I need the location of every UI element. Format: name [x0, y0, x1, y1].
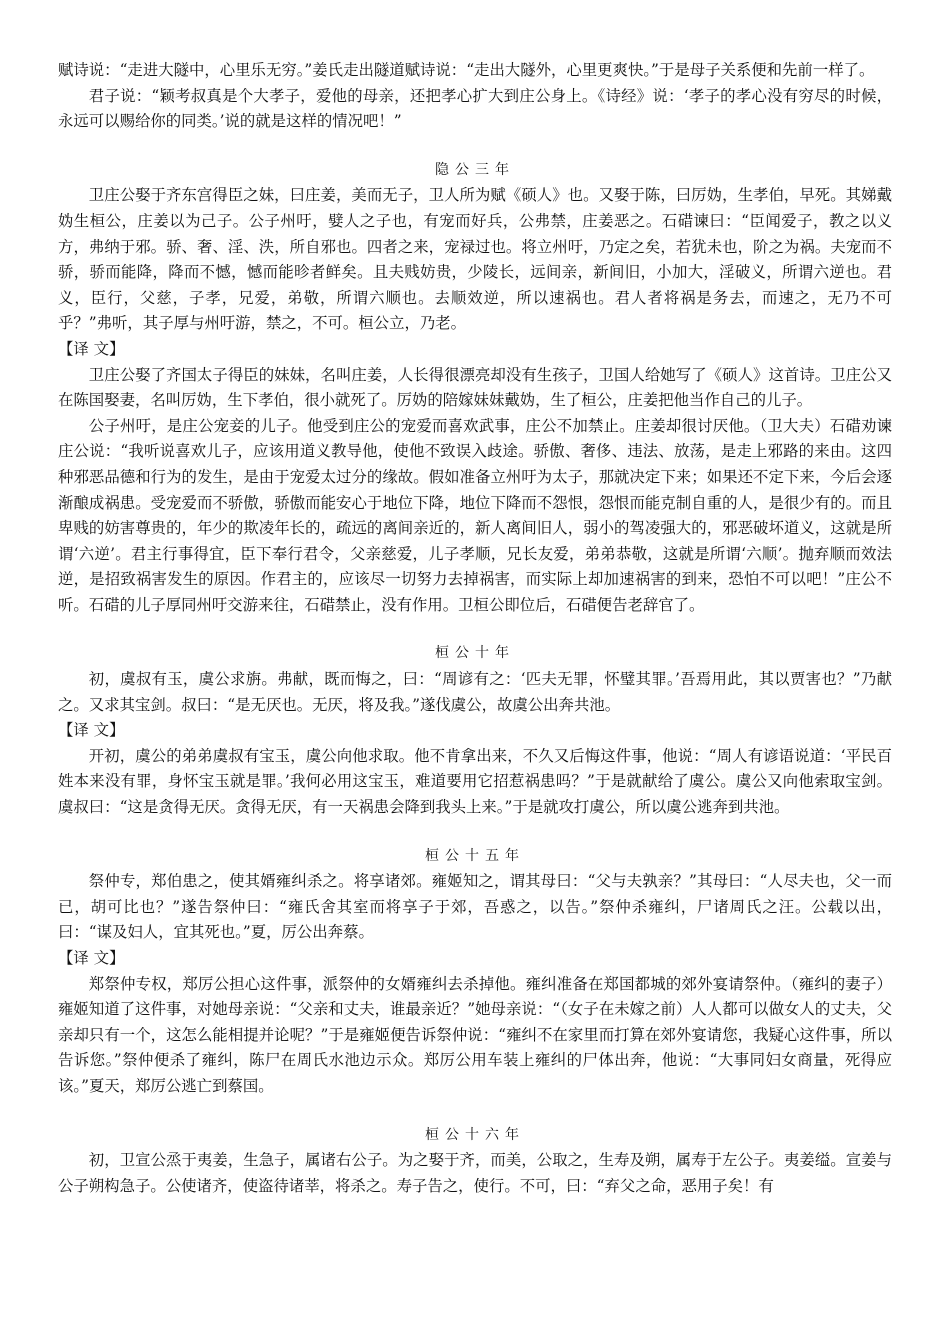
- section-heading-huan16: 桓公十六年: [425, 1126, 525, 1143]
- intro-paragraph: 赋诗说：“走进大隧中，心里乐无穷。”姜氏走出隧道赋诗说：“走出大隧外，心里更爽快。”于是母子关系便和先前一样了。: [58, 61, 875, 79]
- original-text-huan15: 祭仲专，郑伯患之，使其婿雍纠杀之。将享诸郊。雍姬知之，谓其母曰：“父与夫孰亲？”其母曰：“人尽夫也，父一而已，胡可比也？”遂告祭仲曰：“雍氏舍其室而将享子于郊，吾惑之，以告。”祭仲杀雍纠，尸诸周氏之汪。公载以出，曰：“谋及妇人，宜其死也。”夏，厉公出奔蔡。: [58, 872, 892, 942]
- intro-commentary: 君子说：“颖考叔真是个大孝子，爱他的母亲，还把孝心扩大到庄公身上。《诗经》说：‘孝子的孝心没有穷尽的时候，永远可以赐给你的同类。’说的就是这样的情况吧！”: [58, 86, 892, 131]
- translation-tag: 【译 文】: [58, 339, 125, 358]
- translation-paragraph: 卫庄公娶了齐国太子得臣的妹妹，名叫庄姜，人长得很漂亮却没有生孩子，卫国人给她写了《硕人》这首诗。卫庄公又在陈国娶妻，名叫厉妫，生下孝伯，很小就死了。厉妫的陪嫁妹妹戴妫，生了桓公，庄姜把他当作自己的儿子。: [58, 365, 892, 410]
- original-text-yin3: 卫庄公娶于齐东宫得臣之妹，曰庄姜，美而无子，卫人所为赋《硕人》也。又娶于陈，曰厉妫，生孝伯，早死。其娣戴妫生桓公，庄姜以为己子。公子州吁，嬖人之子也，有宠而好兵，公弗禁，庄姜恶之。石碏谏曰：“臣闻爱子，教之以义方，弗纳于邪。骄、奢、淫、泆，所自邪也。四者之来，宠禄过也。将立州吁，乃定之矣，若犹未也，阶之为祸。夫宠而不骄，骄而能降，降而不憾，憾而能昣者鲜矣。且夫贱妨贵，少陵长，远间亲，新间旧，小加大，淫破义，所谓六逆也。君义，臣行，父慈，子孝，兄爱，弟敬，所谓六顺也。去顺效逆，所以速祸也。君人者将祸是务去，而速之，无乃不可乎？”弗听，其子厚与州吁游，禁之，不可。桓公立，乃老。: [58, 186, 892, 333]
- translation-paragraph: 开初，虞公的弟弟虞叔有宝玉，虞公向他求取。他不肯拿出来，不久又后悔这件事，他说：“周人有谚语说道：‘平民百姓本来没有罪，身怀宝玉就是罪。’我何必用这宝玉，难道要用它招惹祸患吗？”于是就献给了虞公。虞公又向他索取宝剑。虞叔曰：“这是贪得无厌。贪得无厌，有一天祸患会降到我头上来。”于是就攻打虞公，所以虞公逃奔到共池。: [58, 746, 892, 817]
- section-heading-yin3: 隐公三年: [435, 161, 515, 178]
- section-heading-huan10: 桓公十年: [435, 645, 515, 662]
- original-text-huan16: 初，卫宣公烝于夷姜，生急子，属诸右公子。为之娶于齐，而美，公取之，生寿及朔，属寿于左公子。夷姜缢。宣姜与公子朔构急子。公使诸齐，使盗待诸莘，将杀之。寿子告之，使行。不可，曰：“弃父之命，恶用子矣！有: [58, 1151, 892, 1195]
- translation-tag: 【译 文】: [58, 949, 125, 967]
- translation-tag: 【译 文】: [58, 721, 125, 740]
- translation-paragraph: 公子州吁，是庄公宠妾的儿子。他受到庄公的宠爱而喜欢武事，庄公不加禁止。庄姜却很讨厌他。（卫大夫）石碏劝谏庄公说：“我听说喜欢儿子，应该用道义教导他，使他不致误入歧途。骄傲、奢侈、违法、放荡，是走上邪路的来由。这四种邪恶品德和行为的发生，是由于宠爱太过分的缘故。假如准备立州吁为太子，那就决定下来；如果还不定下来，今后会逐渐酿成祸患。受宠爱而不骄傲，骄傲而能安心于地位下降，地位下降而不怨恨，怨恨而能克制自重的人，是很少有的。而且卑贱的妨害尊贵的，年少的欺凌年长的，疏远的离间亲近的，新人离间旧人，弱小的驾凌强大的，邪恶破坏道义，这就是所谓‘六逆’。君主行事得宜，臣下奉行君令，父亲慈爱，儿子孝顺，兄长友爱，弟弟恭敬，这就是所谓‘六顺’。抛弃顺而效法逆，是招致祸害发生的原因。作君主的，应该尽一切努力去掉祸害，而实际上却加速祸害的到来，恐怕不可以吧！”庄公不听。石碏的儿子厚同州吁交游来往，石碏禁止，没有作用。卫桓公即位后，石碏便告老辞官了。: [58, 416, 892, 614]
- section-heading-huan15: 桓公十五年: [425, 847, 525, 864]
- translation-paragraph: 郑祭仲专权，郑厉公担心这件事，派祭仲的女婿雍纠去杀掉他。雍纠准备在郑国都城的郊外宴请祭仲。（雍纠的妻子）雍姬知道了这件事，对她母亲说：“父亲和丈夫，谁最亲近？”她母亲说：“（女子在未嫁之前）人人都可以做女人的丈夫，父亲却只有一个，这怎么能相提并论呢？”于是雍姬便告诉祭仲说：“雍纠不在家里而打算在郊外宴请您，我疑心这件事，所以告诉您。”祭仲便杀了雍纠，陈尸在周氏水池边示众。郑厉公用车装上雍纠的尸体出奔，他说：“大事同妇女商量，死得应该。”夏天，郑厉公逃亡到蔡国。: [58, 974, 892, 1095]
- original-text-huan10: 初，虞叔有玉，虞公求旃。弗献，既而悔之，曰：“周谚有之：‘匹夫无罪，怀璧其罪。’吾焉用此，其以贾害也？”乃献之。又求其宝剑。叔曰：“是无厌也。无厌，将及我。”遂伐虞公，故虞公出奔共池。: [58, 670, 892, 714]
